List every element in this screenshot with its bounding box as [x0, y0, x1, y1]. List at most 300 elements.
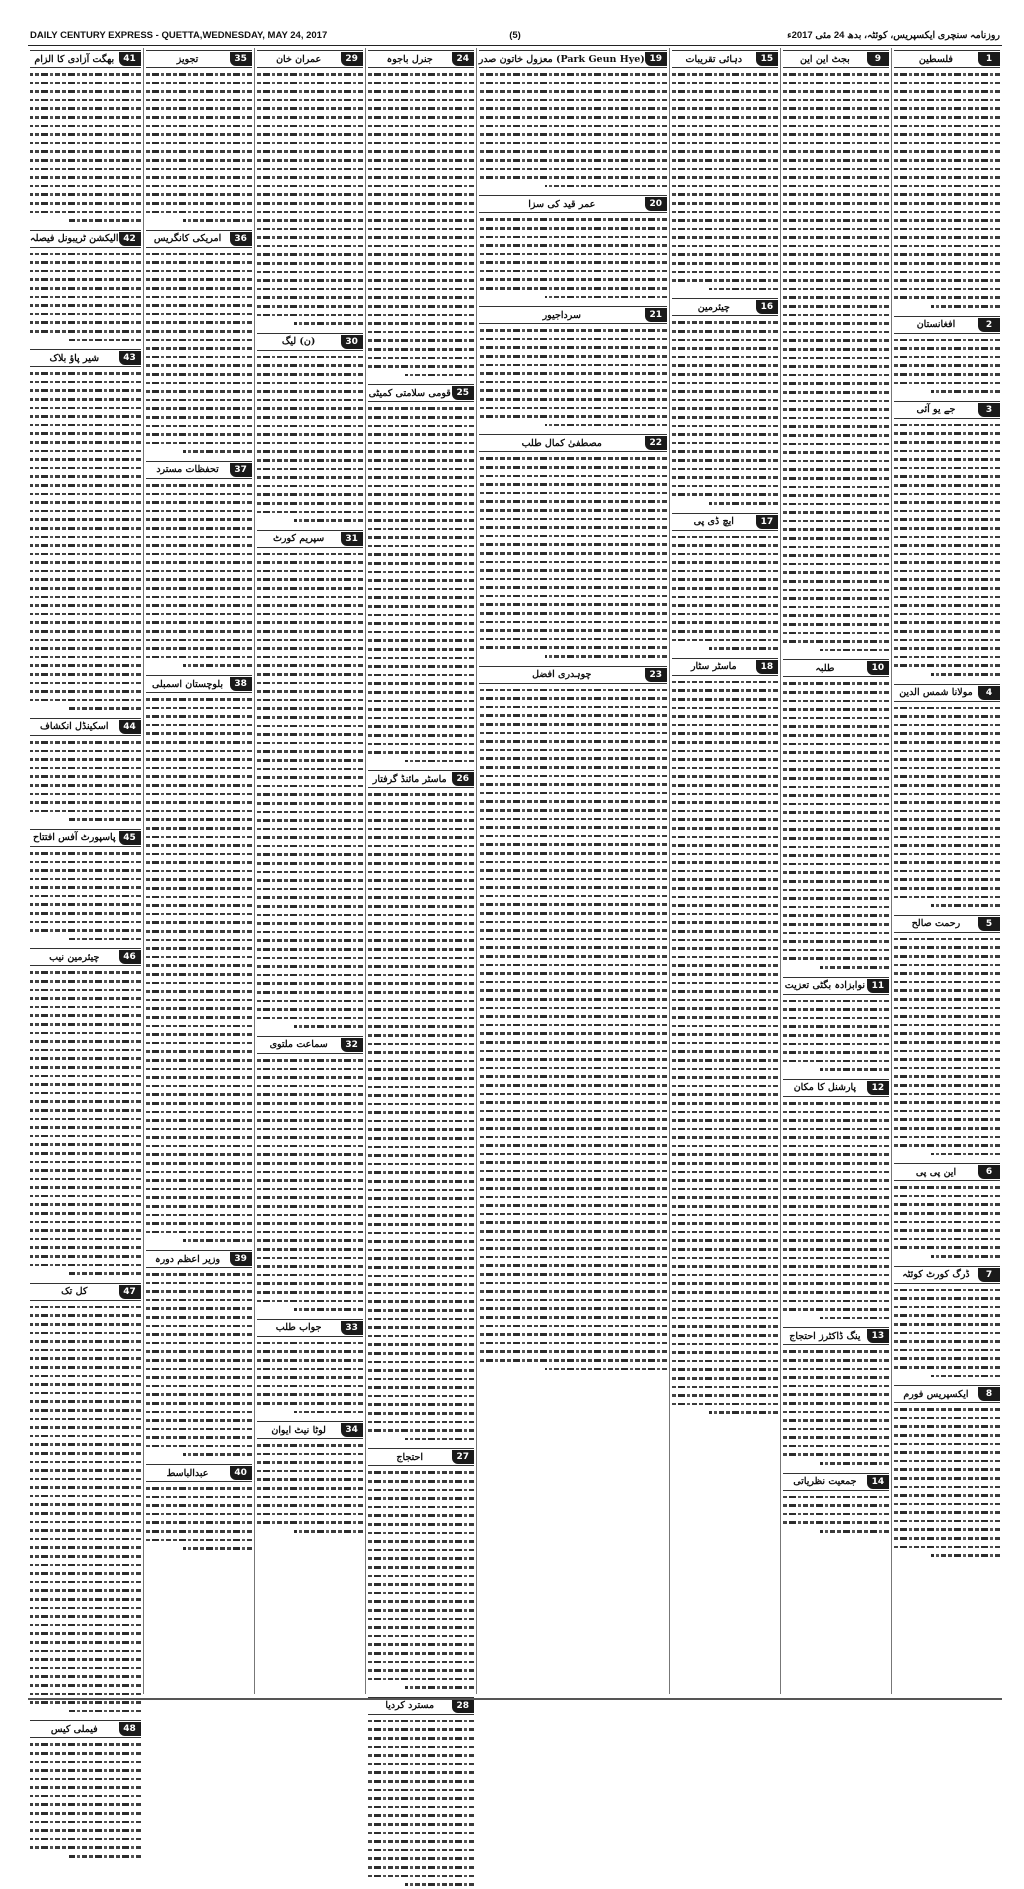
- body-text-line: [368, 122, 474, 131]
- body-text-line: [894, 130, 1000, 139]
- body-text-line: [672, 1193, 778, 1202]
- body-text-line: [479, 1029, 667, 1038]
- body-text-line: [146, 1527, 252, 1536]
- body-text-line: [146, 318, 252, 327]
- body-text-line: [30, 96, 140, 105]
- body-text-line: [257, 971, 363, 980]
- body-text-line: [30, 147, 140, 156]
- body-text-line: [257, 1236, 363, 1245]
- body-text-line: [479, 635, 667, 644]
- news-item-number: 16: [756, 300, 778, 314]
- body-text-line: [30, 1664, 140, 1673]
- body-text-line: [672, 113, 778, 122]
- body-text-line: [368, 1297, 474, 1306]
- body-text-line: [30, 790, 140, 799]
- news-item: [783, 1325, 889, 1467]
- news-item: [479, 304, 667, 429]
- body-text-line: [368, 911, 474, 920]
- body-text-line: [672, 482, 778, 491]
- body-text-line: [783, 1168, 889, 1177]
- news-item-body: [30, 1740, 140, 1860]
- body-text-line: [368, 525, 474, 534]
- body-text-line: [30, 1303, 140, 1312]
- body-text-line: [479, 1227, 667, 1236]
- body-text-line: [783, 474, 889, 483]
- body-text-line: [479, 1322, 667, 1331]
- body-text-line: [257, 173, 363, 182]
- body-text-line: [368, 1383, 474, 1392]
- body-text-line: [783, 414, 889, 423]
- body-text-line: [479, 395, 667, 404]
- body-text-line: [368, 250, 474, 259]
- body-text-line: [368, 1666, 474, 1675]
- body-text-line: [783, 1099, 889, 1108]
- body-text-line: [672, 199, 778, 208]
- body-text-line: [672, 147, 778, 156]
- body-text-line: [368, 654, 474, 663]
- body-text-line: [783, 714, 889, 723]
- news-item-headline: شیر پاؤ بلاک: [49, 352, 100, 364]
- body-text-line: [30, 275, 140, 284]
- body-text-line: [479, 763, 667, 772]
- body-text-line: [783, 70, 889, 79]
- news-item-headline: طلبہ: [815, 662, 835, 674]
- body-text-line: [783, 1159, 889, 1168]
- body-text-line: [146, 584, 252, 593]
- news-item-header: [783, 977, 889, 995]
- body-text-line: [894, 276, 1000, 285]
- body-text-line: [479, 480, 667, 489]
- body-text-line: [672, 858, 778, 867]
- body-text-line: [894, 1150, 1000, 1159]
- body-text-line: [30, 1192, 140, 1201]
- body-text-line: [30, 1707, 140, 1716]
- body-text-line: [146, 970, 252, 979]
- body-text-line: [894, 653, 1000, 662]
- body-text-line: [146, 310, 252, 319]
- body-text-line: [257, 859, 363, 868]
- body-text-line: [368, 679, 474, 688]
- body-text-line: [30, 986, 140, 995]
- body-text-line: [146, 216, 252, 225]
- body-text-line: [894, 1363, 1000, 1372]
- body-text-line: [368, 936, 474, 945]
- body-text-line: [672, 987, 778, 996]
- body-text-line: [368, 1358, 474, 1367]
- body-text-line: [783, 851, 889, 860]
- body-text-line: [146, 644, 252, 653]
- body-text-line: [146, 1442, 252, 1451]
- body-text-line: [30, 909, 140, 918]
- body-text-line: [257, 696, 363, 705]
- body-text-line: [257, 1116, 363, 1125]
- news-item-number: 47: [119, 1285, 141, 1299]
- body-text-line: [257, 1518, 363, 1527]
- body-text-line: [783, 483, 889, 492]
- body-text-line: [257, 833, 363, 842]
- body-text-line: [146, 1150, 252, 1159]
- body-text-line: [30, 558, 140, 567]
- body-text-line: [894, 165, 1000, 174]
- body-text-line: [146, 1356, 252, 1365]
- news-item: [672, 296, 778, 507]
- news-item-header: [30, 829, 140, 847]
- news-item-body: [783, 1493, 889, 1536]
- body-text-line: [479, 1021, 667, 1030]
- body-text-line: [783, 1150, 889, 1159]
- body-text-line: [894, 1551, 1000, 1560]
- body-text-line: [783, 808, 889, 817]
- body-text-line: [257, 704, 363, 713]
- news-item-number: 23: [645, 668, 667, 682]
- body-text-line: [368, 1083, 474, 1092]
- news-item-body: [672, 70, 778, 293]
- body-text-line: [894, 601, 1000, 610]
- body-text-line: [257, 370, 363, 379]
- body-text-line: [257, 765, 363, 774]
- body-text-line: [257, 1073, 363, 1082]
- body-text-line: [257, 156, 363, 165]
- body-text-line: [30, 173, 140, 182]
- body-text-line: [894, 1372, 1000, 1381]
- body-text-line: [783, 757, 889, 766]
- body-text-line: [672, 1022, 778, 1031]
- body-text-line: [368, 928, 474, 937]
- news-item-headline: جے یو آئی: [916, 404, 956, 416]
- body-text-line: [368, 1537, 474, 1546]
- body-text-line: [672, 944, 778, 953]
- body-text-line: [30, 968, 140, 977]
- body-text-line: [257, 1382, 363, 1391]
- body-text-line: [146, 250, 252, 259]
- body-text-line: [30, 1252, 140, 1261]
- body-text-line: [894, 370, 1000, 379]
- news-item-body: [30, 250, 140, 345]
- news-item: [257, 528, 363, 1031]
- news-item-body: [257, 353, 363, 525]
- body-text-line: [783, 354, 889, 363]
- body-text-line: [30, 1080, 140, 1089]
- body-text-line: [30, 807, 140, 816]
- body-text-line: [479, 935, 667, 944]
- body-text-line: [783, 1297, 889, 1306]
- body-text-line: [894, 1474, 1000, 1483]
- news-item-number: 22: [645, 436, 667, 450]
- body-text-line: [257, 447, 363, 456]
- body-text-line: [30, 866, 140, 875]
- body-text-line: [30, 1809, 140, 1818]
- body-text-line: [30, 926, 140, 935]
- news-item-number: 45: [119, 831, 141, 845]
- body-text-line: [783, 431, 889, 440]
- body-text-line: [672, 1065, 778, 1074]
- body-text-line: [894, 1431, 1000, 1440]
- body-text-line: [368, 885, 474, 894]
- body-text-line: [30, 1552, 140, 1561]
- body-text-line: [894, 610, 1000, 619]
- body-text-line: [783, 1065, 889, 1074]
- body-text-line: [368, 962, 474, 971]
- body-text-line: [894, 833, 1000, 842]
- body-text-line: [146, 1219, 252, 1228]
- body-text-line: [894, 627, 1000, 636]
- body-text-line: [146, 507, 252, 516]
- body-text-line: [479, 703, 667, 712]
- body-text-line: [479, 1253, 667, 1262]
- body-text-line: [894, 515, 1000, 524]
- news-item-header: [783, 50, 889, 68]
- body-text-line: [783, 629, 889, 638]
- body-text-line: [672, 190, 778, 199]
- body-text-line: [30, 1475, 140, 1484]
- body-text-line: [894, 1192, 1000, 1201]
- news-item-number: 29: [341, 52, 363, 66]
- body-text-line: [257, 87, 363, 96]
- news-item: [783, 1077, 889, 1322]
- body-text-line: [30, 567, 140, 576]
- body-text-line: [479, 113, 667, 122]
- body-text-line: [257, 945, 363, 954]
- body-text-line: [30, 550, 140, 559]
- body-text-line: [672, 686, 778, 695]
- body-text-line: [783, 1262, 889, 1271]
- body-text-line: [672, 1236, 778, 1245]
- body-text-line: [257, 876, 363, 885]
- news-item-body: [257, 1339, 363, 1416]
- body-text-line: [894, 1500, 1000, 1509]
- body-text-line: [783, 1305, 889, 1314]
- body-text-line: [257, 1082, 363, 1091]
- news-item: [894, 314, 1000, 396]
- body-text-line: [672, 601, 778, 610]
- news-item-headline: تحفظات مسترد: [156, 464, 219, 476]
- body-text-line: [30, 1800, 140, 1809]
- body-text-line: [672, 953, 778, 962]
- body-text-line: [894, 1115, 1000, 1124]
- body-text-line: [672, 490, 778, 499]
- body-text-line: [672, 96, 778, 105]
- body-text-line: [146, 815, 252, 824]
- body-text-line: [30, 327, 140, 336]
- body-text-line: [672, 772, 778, 781]
- body-text-line: [368, 268, 474, 277]
- body-text-line: [672, 1211, 778, 1220]
- body-text-line: [257, 490, 363, 499]
- body-text-line: [894, 199, 1000, 208]
- body-text-line: [146, 104, 252, 113]
- body-text-line: [368, 345, 474, 354]
- news-item-number: 7: [978, 1268, 1000, 1282]
- body-text-line: [257, 1297, 363, 1306]
- body-text-line: [30, 498, 140, 507]
- body-text-line: [672, 242, 778, 251]
- news-item-header: [146, 461, 252, 479]
- body-text-line: [672, 344, 778, 353]
- body-text-line: [783, 388, 889, 397]
- body-text-line: [672, 225, 778, 234]
- body-text-line: [368, 1811, 474, 1820]
- news-item: [146, 48, 252, 225]
- body-text-line: [479, 156, 667, 165]
- body-text-line: [368, 1777, 474, 1786]
- body-text-line: [146, 1056, 252, 1065]
- body-text-line: [257, 422, 363, 431]
- body-text-line: [30, 1389, 140, 1398]
- news-item: [30, 1281, 140, 1716]
- body-text-line: [30, 1612, 140, 1621]
- body-text-line: [257, 1142, 363, 1151]
- news-column: [891, 48, 1002, 1694]
- news-column: [365, 48, 476, 1712]
- body-text-line: [479, 866, 667, 875]
- news-item-headline: (Park Geun Hye) معزول خاتون صدر: [478, 53, 645, 65]
- news-item-body: [479, 686, 667, 1374]
- body-text-line: [479, 1347, 667, 1356]
- body-text-line: [146, 550, 252, 559]
- body-text-line: [368, 748, 474, 757]
- news-item-body: [894, 336, 1000, 396]
- body-text-line: [30, 1029, 140, 1038]
- body-text-line: [672, 738, 778, 747]
- body-text-line: [368, 1143, 474, 1152]
- body-text-line: [257, 1065, 363, 1074]
- news-item-number: 43: [119, 351, 141, 365]
- body-text-line: [672, 841, 778, 850]
- news-item: [479, 432, 667, 660]
- body-text-line: [368, 139, 474, 148]
- body-text-line: [894, 421, 1000, 430]
- news-item: [783, 48, 889, 654]
- body-text-line: [257, 1159, 363, 1168]
- body-text-line: [30, 1843, 140, 1852]
- body-text-line: [30, 1604, 140, 1613]
- body-text-line: [672, 755, 778, 764]
- body-text-line: [257, 842, 363, 851]
- news-item-number: 37: [230, 463, 252, 477]
- body-text-line: [368, 422, 474, 431]
- body-text-line: [894, 670, 1000, 679]
- body-text-line: [146, 1142, 252, 1151]
- body-text-line: [30, 1509, 140, 1518]
- body-text-line: [368, 1392, 474, 1401]
- body-text-line: [368, 740, 474, 749]
- body-text-line: [672, 1245, 778, 1254]
- body-text-line: [672, 104, 778, 113]
- body-text-line: [479, 233, 667, 242]
- body-text-line: [672, 387, 778, 396]
- body-text-line: [783, 1133, 889, 1142]
- body-text-line: [894, 1098, 1000, 1107]
- body-text-line: [146, 961, 252, 970]
- body-text-line: [146, 447, 252, 456]
- body-text-line: [30, 216, 140, 225]
- news-item: [30, 827, 140, 944]
- body-text-line: [368, 1117, 474, 1126]
- body-text-line: [146, 695, 252, 704]
- news-item-headline: قومی سلامتی کمیٹی: [368, 387, 451, 399]
- body-text-line: [146, 122, 252, 131]
- body-text-line: [146, 729, 252, 738]
- body-text-line: [30, 781, 140, 790]
- news-item-header: [672, 298, 778, 316]
- body-text-line: [30, 190, 140, 199]
- body-text-line: [368, 130, 474, 139]
- body-text-line: [783, 130, 889, 139]
- news-item-headline: پاسپورٹ آفس افتتاح: [32, 832, 116, 844]
- news-item: [257, 48, 363, 328]
- body-text-line: [672, 259, 778, 268]
- body-text-line: [479, 583, 667, 592]
- body-text-line: [783, 646, 889, 655]
- body-text-line: [257, 1458, 363, 1467]
- body-text-line: [30, 704, 140, 713]
- body-text-line: [783, 834, 889, 843]
- body-text-line: [257, 1347, 363, 1356]
- news-item: [30, 946, 140, 1277]
- body-text-line: [783, 165, 889, 174]
- body-text-line: [894, 1465, 1000, 1474]
- body-text-line: [146, 1047, 252, 1056]
- body-text-line: [146, 541, 252, 550]
- body-text-line: [894, 104, 1000, 113]
- page-number: (5): [509, 30, 521, 41]
- body-text-line: [257, 1279, 363, 1288]
- body-text-line: [479, 1107, 667, 1116]
- body-text-line: [479, 104, 667, 113]
- body-text-line: [257, 627, 363, 636]
- news-item-header: [368, 770, 474, 788]
- body-text-line: [146, 1347, 252, 1356]
- body-text-line: [257, 601, 363, 610]
- body-text-line: [783, 825, 889, 834]
- news-item-body: [257, 550, 363, 1031]
- body-text-line: [894, 1064, 1000, 1073]
- body-text-line: [30, 636, 140, 645]
- body-text-line: [257, 508, 363, 517]
- body-text-line: [672, 1254, 778, 1263]
- body-text-line: [30, 447, 140, 456]
- body-text-line: [257, 1467, 363, 1476]
- news-column: [780, 48, 891, 1694]
- body-text-line: [783, 1459, 889, 1468]
- news-item-headline: دہائی تقریبات: [685, 53, 743, 65]
- body-text-line: [783, 860, 889, 869]
- body-text-line: [30, 601, 140, 610]
- news-item-headline: ایچ ڈی پی: [693, 516, 734, 527]
- body-text-line: [783, 336, 889, 345]
- news-item-body: [479, 326, 667, 429]
- body-text-line: [368, 1168, 474, 1177]
- news-item-number: 24: [452, 52, 474, 66]
- body-text-line: [783, 620, 889, 629]
- body-text-line: [894, 147, 1000, 156]
- body-text-line: [894, 1414, 1000, 1423]
- body-text-line: [30, 156, 140, 165]
- news-item: [146, 1462, 252, 1553]
- body-text-line: [672, 156, 778, 165]
- body-text-line: [783, 800, 889, 809]
- body-text-line: [783, 328, 889, 337]
- body-text-line: [479, 506, 667, 515]
- body-text-line: [894, 867, 1000, 876]
- body-text-line: [479, 943, 667, 952]
- body-text-line: [783, 1211, 889, 1220]
- body-text-line: [783, 894, 889, 903]
- body-text-line: [783, 293, 889, 302]
- body-text-line: [672, 807, 778, 816]
- body-text-line: [672, 721, 778, 730]
- body-text-line: [30, 490, 140, 499]
